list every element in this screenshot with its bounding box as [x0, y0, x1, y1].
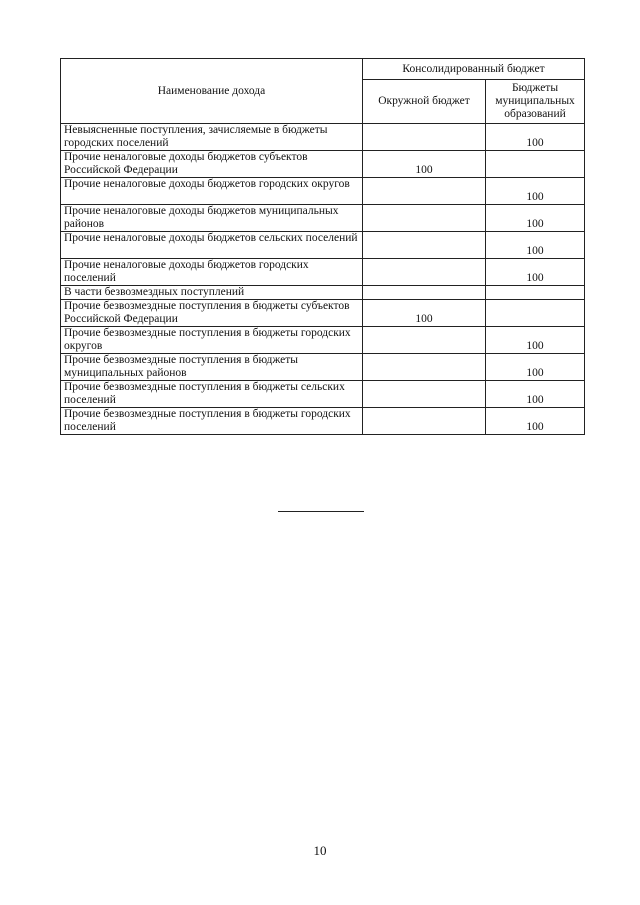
municipal-budget-cell — [486, 286, 585, 300]
header-district-budget: Окружной бюджет — [363, 80, 486, 124]
table-row — [61, 124, 585, 151]
district-budget-cell — [363, 124, 486, 151]
municipal-budget-cell: 100 — [486, 327, 585, 354]
district-budget-cell — [363, 381, 486, 408]
municipal-budget-cell: 100 — [486, 232, 585, 259]
section-row — [61, 286, 585, 300]
table-row — [61, 205, 585, 232]
income-name-cell: Прочие неналоговые доходы бюджетов сельских поселений — [61, 232, 363, 259]
page-number: 10 — [313, 843, 327, 858]
end-of-table-rule — [278, 511, 364, 512]
district-budget-cell — [363, 286, 486, 300]
table-row — [61, 354, 585, 381]
district-budget-cell — [363, 259, 486, 286]
municipal-budget-cell — [486, 151, 585, 178]
district-budget-cell: 100 — [363, 300, 486, 327]
income-name-cell: Прочие безвозмездные поступления в бюджеты городских округов — [61, 327, 363, 354]
municipal-budget-cell: 100 — [486, 259, 585, 286]
district-budget-cell — [363, 354, 486, 381]
header-consolidated-budget: Консолидированный бюджет — [363, 59, 585, 80]
municipal-budget-cell: 100 — [486, 381, 585, 408]
municipal-budget-cell: 100 — [486, 354, 585, 381]
district-budget-cell — [363, 205, 486, 232]
income-name-cell: Прочие неналоговые доходы бюджетов субъектов Российской Федерации — [61, 151, 363, 178]
income-name-cell: Прочие неналоговые доходы бюджетов городских поселений — [61, 259, 363, 286]
income-name-cell: Прочие неналоговые доходы бюджетов городских округов — [61, 178, 363, 205]
table-row — [61, 178, 585, 205]
table-row — [61, 259, 585, 286]
table-row — [61, 232, 585, 259]
table-row — [61, 381, 585, 408]
table-row — [61, 327, 585, 354]
district-budget-cell — [363, 408, 486, 435]
district-budget-cell — [363, 178, 486, 205]
municipal-budget-cell: 100 — [486, 124, 585, 151]
municipal-budget-cell: 100 — [486, 178, 585, 205]
municipal-budget-cell: 100 — [486, 408, 585, 435]
header-income-name: Наименование дохода — [61, 59, 363, 124]
district-budget-cell: 100 — [363, 151, 486, 178]
header-municipal-budgets: Бюджеты муниципальных образований — [486, 80, 585, 124]
income-name-cell: Прочие неналоговые доходы бюджетов муниципальных районов — [61, 205, 363, 232]
municipal-budget-cell: 100 — [486, 205, 585, 232]
income-name-cell: Прочие безвозмездные поступления в бюджеты городских поселений — [61, 408, 363, 435]
municipal-budget-cell — [486, 300, 585, 327]
section-heading: В части безвозмездных поступлений — [61, 286, 363, 300]
table-row — [61, 151, 585, 178]
income-name-cell: Прочие безвозмездные поступления в бюджеты субъектов Российской Федерации — [61, 300, 363, 327]
income-name-cell: Прочие безвозмездные поступления в бюджеты муниципальных районов — [61, 354, 363, 381]
income-name-cell: Невыясненные поступления, зачисляемые в бюджеты городских поселений — [61, 124, 363, 151]
district-budget-cell — [363, 327, 486, 354]
table-row — [61, 408, 585, 435]
income-distribution-table — [60, 58, 585, 435]
table-row — [61, 300, 585, 327]
income-name-cell: Прочие безвозмездные поступления в бюджеты сельских поселений — [61, 381, 363, 408]
district-budget-cell — [363, 232, 486, 259]
